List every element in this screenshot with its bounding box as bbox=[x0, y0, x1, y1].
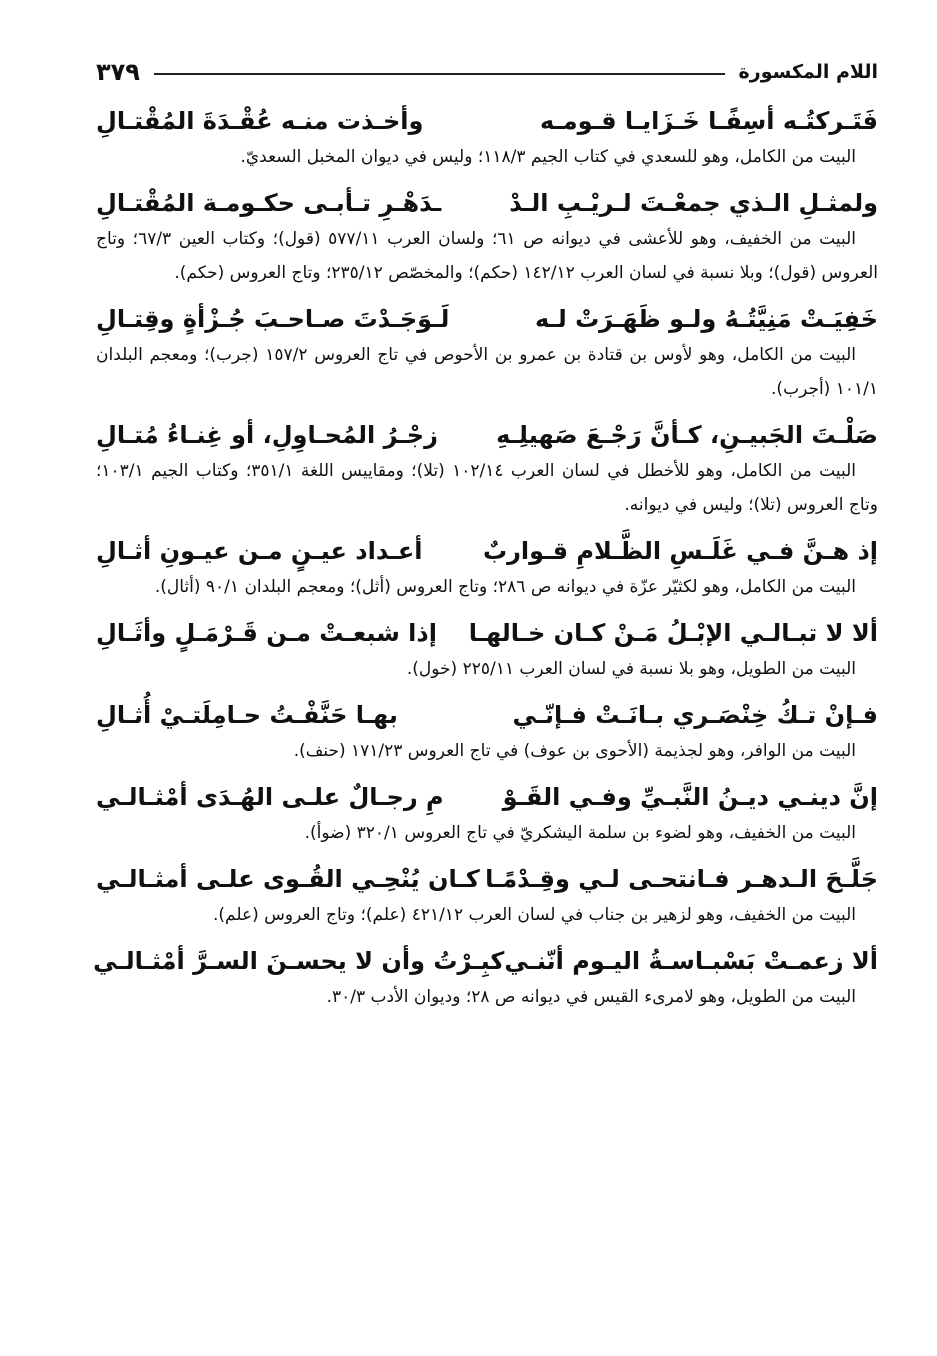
verse-note: البيت من الكامل، وهو لأوس بن قتادة بن عمرو بن الأحوص في تاج العروس ١٥٧/٢ (جرب)؛ ومعجم البلدان ١٠١/١ (أجرب). bbox=[96, 345, 878, 399]
first-hemistich: فَتَـركتُـه أسِفًـا خَـزَايـا قـومـه bbox=[539, 107, 878, 135]
verse-entry bbox=[96, 300, 878, 406]
second-hemistich: كبِـرْتُ وأن لا يحسـنَ السـرَّ أمْثـالـي bbox=[93, 947, 505, 975]
verse-entry bbox=[96, 614, 878, 686]
verse-line bbox=[96, 184, 878, 222]
verse-entry bbox=[96, 416, 878, 522]
verse-line bbox=[96, 778, 878, 816]
first-hemistich: ألا زعمـتْ بَسْبـاسـةُ اليـوم أنّنـي bbox=[504, 947, 878, 975]
second-hemistich: أعـداد عيـنٍ مـن عيـونِ أثـالِ bbox=[96, 537, 423, 565]
second-hemistich: وأخـذت منـه عُقْـدَةَ المُقْتـالِ bbox=[96, 107, 424, 135]
second-hemistich: مِ رجـالٌ علـى الهُـدَى أمْثـالـي bbox=[96, 783, 444, 811]
verse-entry bbox=[93, 942, 878, 1014]
first-hemistich: إنَّ دينـي ديـنُ النَّبـيِّ وفـي القَـوْ bbox=[502, 783, 878, 811]
verse-entry bbox=[96, 696, 878, 768]
verse-entry bbox=[96, 102, 878, 174]
second-hemistich: ـدَهْـرِ تـأبـى حكـومـة المُقْتـالِ bbox=[96, 189, 442, 217]
verse-line bbox=[96, 696, 878, 734]
verse-line bbox=[93, 942, 878, 980]
verse-line bbox=[96, 300, 878, 338]
verse-entry bbox=[96, 860, 878, 932]
first-hemistich: صَلْـتَ الجَبيـنِ، كـأنَّ رَجْـعَ صَهيلِـهِ bbox=[496, 421, 878, 449]
verse-line bbox=[96, 416, 878, 454]
verse-note: البيت من الطويل، وهو بلا نسبة في لسان العرب ٢٢٥/١١ (خول). bbox=[406, 659, 856, 679]
second-hemistich: لَـوَجَـدْتَ صـاحـبَ جُـزْأةٍ وقِتـالِ bbox=[96, 305, 450, 333]
header-rule bbox=[154, 73, 725, 75]
verse-note: البيت من الخفيف، وهو لزهير بن جناب في لسان العرب ٤٢١/١٢ (علم)؛ وتاج العروس (علم). bbox=[213, 905, 856, 925]
second-hemistich: كـان يُنْحِـي القُـوى علـى أمثـالـي bbox=[96, 865, 480, 893]
verse-entry bbox=[96, 184, 878, 290]
page-header bbox=[96, 52, 878, 92]
verse-note: البيت من الوافر، وهو لجذيمة (الأحوى بن عوف) في تاج العروس ١٧١/٢٣ (حنف). bbox=[293, 741, 856, 761]
second-hemistich: إذا شبعـتْ مـن قَـرْمَـلٍ وأثَـالِ bbox=[96, 619, 437, 647]
verse-note: البيت من الطويل، وهو لامرىء القيس في ديوانه ص ٢٨؛ وديوان الأدب ٣٠/٣. bbox=[326, 987, 856, 1007]
verse-line bbox=[96, 614, 878, 652]
verse-note: البيت من الكامل، وهو للأخطل في لسان العرب ١٠٢/١٤ (تلا)؛ ومقاييس اللغة ٣٥١/١؛ وكتاب الجيم ١٠٣/١؛ وتاج العروس (تلا)؛ وليس في ديوانه. bbox=[96, 461, 878, 515]
verse-note: البيت من الكامل، وهو للسعدي في كتاب الجيم ١١٨/٣؛ وليس في ديوان المخبل السعديّ. bbox=[240, 147, 856, 167]
verse-note: البيت من الكامل، وهو لكثيّر عزّة في ديوانه ص ٢٨٦؛ وتاج العروس (أثل)؛ ومعجم البلدان ٩٠/١ (أثال). bbox=[154, 577, 856, 597]
verse-note: البيت من الخفيف، وهو للأعشى في ديوانه ص ٦١؛ ولسان العرب ٥٧٧/١١ (قول)؛ وكتاب العين ٦٧/٣؛ وتاج العروس (قول)؛ وبلا نسبة في لسان العرب ١٤٢/١٢ (حكم)؛ والمخصّص ٢٣٥/١٢؛ وتاج العروس (حكم). bbox=[96, 229, 878, 283]
first-hemistich: إذ هـنَّ فـي غَلَـسِ الظَّـلامِ قـواربٌ bbox=[482, 537, 878, 565]
first-hemistich: ألا لا تبـالـي الإبْـلُ مَـنْ كـان خـالهـا bbox=[468, 619, 878, 647]
second-hemistich: بهـا حَنَّفْـتُ حـامِلَتـيْ أُثـالِ bbox=[96, 701, 398, 729]
page bbox=[93, 52, 878, 1014]
second-hemistich: زجْـرُ المُحـاوِلِ، أو غِنـاءُ مُتـالِ bbox=[96, 421, 438, 449]
verse-line bbox=[96, 860, 878, 898]
verse-note: البيت من الخفيف، وهو لضوء بن سلمة اليشكريّ في تاج العروس ٣٢٠/١ (ضوأ). bbox=[304, 823, 856, 843]
verse-entry bbox=[96, 778, 878, 850]
verse-entry bbox=[96, 532, 878, 604]
first-hemistich: خَفِيَـتْ مَنِيَّتُـهُ ولـو ظَهَـرَتْ لـه bbox=[534, 305, 878, 333]
first-hemistich: جَلَّـحَ الـدهـر فـانتحـى لـي وقِـدْمًـا bbox=[485, 865, 878, 893]
verse-line bbox=[96, 102, 878, 140]
first-hemistich: ولمثـلِ الـذي جمعْـتَ لـريْـبِ الـدْ bbox=[509, 189, 878, 217]
running-title: اللام المكسورة bbox=[738, 61, 878, 83]
verse-line bbox=[96, 532, 878, 570]
first-hemistich: فـإنْ تـكُ خِنْصَـري بـانَـتْ فـإنّـي bbox=[512, 701, 878, 729]
page-number: ٣٧٩ bbox=[96, 58, 140, 86]
